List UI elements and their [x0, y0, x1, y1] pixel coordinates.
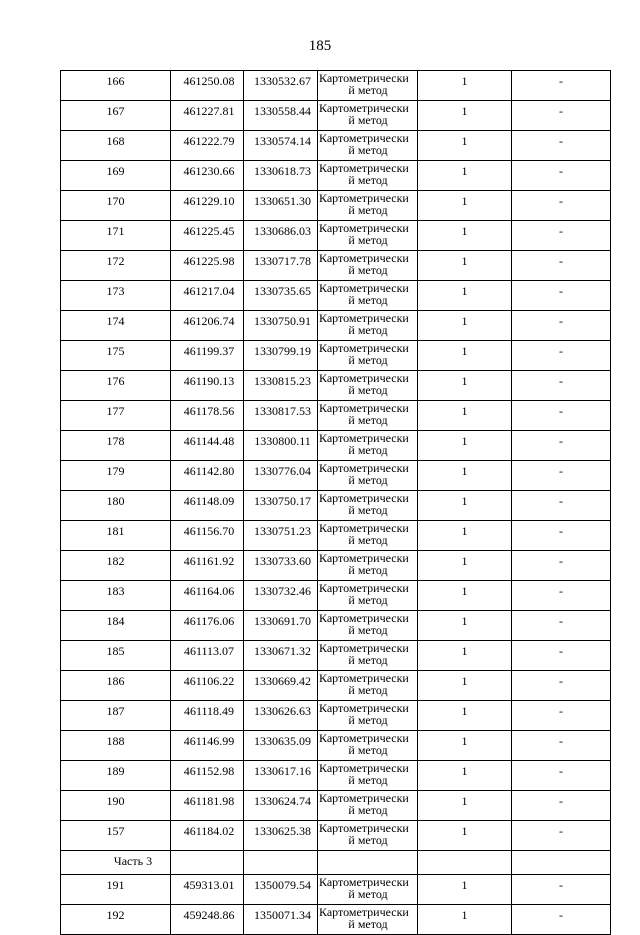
coordinate-y: 1330751.23: [244, 521, 318, 551]
method-line-1: Картометрически: [319, 491, 409, 505]
point-number: 171: [61, 221, 171, 251]
coordinate-y: 1330651.30: [244, 191, 318, 221]
method-cell: [318, 581, 418, 611]
table-row: [61, 461, 611, 491]
precision-value: 1: [418, 461, 512, 491]
coordinate-x: 461142.80: [171, 461, 244, 491]
point-number: 166: [61, 71, 171, 101]
table-row: [61, 281, 611, 311]
coordinate-x: 461230.66: [171, 161, 244, 191]
coordinate-y: 1330574.14: [244, 131, 318, 161]
point-number: 170: [61, 191, 171, 221]
empty-value-dash: -: [512, 761, 611, 791]
method-cell: [318, 875, 418, 905]
method-line-2: й метод: [348, 473, 388, 487]
method-line-1: Картометрически: [319, 905, 409, 919]
table-body-section: [61, 851, 611, 875]
coordinate-x: 461206.74: [171, 311, 244, 341]
coordinate-y: 1330625.38: [244, 821, 318, 851]
point-number: 178: [61, 431, 171, 461]
table-row: [61, 431, 611, 461]
point-number: 177: [61, 401, 171, 431]
method-cell: [318, 221, 418, 251]
precision-value: 1: [418, 101, 512, 131]
method-line-1: Картометрически: [319, 131, 409, 145]
method-line-1: Картометрически: [319, 461, 409, 475]
method-line-1: Картометрически: [319, 311, 409, 325]
coordinate-y: 1330617.16: [244, 761, 318, 791]
method-line-1: Картометрически: [319, 71, 409, 85]
empty-value-dash: -: [512, 131, 611, 161]
point-number: 180: [61, 491, 171, 521]
method-line-2: й метод: [348, 503, 388, 517]
empty-value-dash: -: [512, 491, 611, 521]
precision-value: 1: [418, 221, 512, 251]
method-line-2: й метод: [348, 353, 388, 367]
point-number: 157: [61, 821, 171, 851]
method-cell: [318, 281, 418, 311]
empty-value-dash: -: [512, 905, 611, 935]
method-line-1: Картометрически: [319, 671, 409, 685]
precision-value: 1: [418, 551, 512, 581]
method-cell: [318, 731, 418, 761]
method-line-2: й метод: [348, 143, 388, 157]
method-line-2: й метод: [348, 383, 388, 397]
coordinate-y: 1330750.91: [244, 311, 318, 341]
precision-value: 1: [418, 341, 512, 371]
method-cell: [318, 701, 418, 731]
coordinate-y: 1330669.42: [244, 671, 318, 701]
method-cell: [318, 761, 418, 791]
precision-value: 1: [418, 821, 512, 851]
empty-value-dash: -: [512, 101, 611, 131]
coordinate-y: 1330618.73: [244, 161, 318, 191]
empty-value-dash: -: [512, 371, 611, 401]
method-cell: [318, 671, 418, 701]
empty-value-dash: -: [512, 251, 611, 281]
coordinate-x: 461225.45: [171, 221, 244, 251]
empty-value-dash: -: [512, 641, 611, 671]
coordinate-y: 1330671.32: [244, 641, 318, 671]
method-cell: [318, 431, 418, 461]
method-cell: [318, 491, 418, 521]
coordinate-y: 1330717.78: [244, 251, 318, 281]
method-cell: [318, 905, 418, 935]
coordinate-y: 1330532.67: [244, 71, 318, 101]
point-number: 172: [61, 251, 171, 281]
empty-value-dash: -: [512, 161, 611, 191]
precision-value: 1: [418, 251, 512, 281]
point-number: 186: [61, 671, 171, 701]
empty-cell: [512, 851, 611, 875]
method-line-2: й метод: [348, 593, 388, 607]
method-cell: [318, 371, 418, 401]
empty-value-dash: -: [512, 521, 611, 551]
method-cell: [318, 251, 418, 281]
method-line-1: Картометрически: [319, 161, 409, 175]
precision-value: 1: [418, 401, 512, 431]
method-line-2: й метод: [348, 263, 388, 277]
method-line-1: Картометрически: [319, 731, 409, 745]
precision-value: 1: [418, 671, 512, 701]
method-line-1: Картометрически: [319, 761, 409, 775]
empty-cell: [244, 851, 318, 875]
point-number: 191: [61, 875, 171, 905]
empty-value-dash: -: [512, 311, 611, 341]
point-number: 168: [61, 131, 171, 161]
table-row: [61, 761, 611, 791]
method-line-1: Картометрически: [319, 821, 409, 835]
method-cell: [318, 791, 418, 821]
coordinate-x: 461161.92: [171, 551, 244, 581]
coordinates-table: [60, 70, 611, 935]
point-number: 176: [61, 371, 171, 401]
method-line-1: Картометрически: [319, 431, 409, 445]
method-line-1: Картометрически: [319, 221, 409, 235]
section-row: [61, 851, 611, 875]
coordinate-x: 461152.98: [171, 761, 244, 791]
table-row: [61, 221, 611, 251]
coordinate-x: 461178.56: [171, 401, 244, 431]
coordinate-x: 461176.06: [171, 611, 244, 641]
method-line-1: Картометрически: [319, 401, 409, 415]
precision-value: 1: [418, 701, 512, 731]
coordinate-x: 461229.10: [171, 191, 244, 221]
method-line-1: Картометрически: [319, 521, 409, 535]
point-number: 184: [61, 611, 171, 641]
table-row: [61, 641, 611, 671]
precision-value: 1: [418, 731, 512, 761]
method-line-1: Картометрически: [319, 701, 409, 715]
method-line-2: й метод: [348, 323, 388, 337]
coordinate-x: 461199.37: [171, 341, 244, 371]
method-line-1: Картометрически: [319, 581, 409, 595]
coordinate-x: 459313.01: [171, 875, 244, 905]
method-line-2: й метод: [348, 743, 388, 757]
table-row: [61, 311, 611, 341]
table-row: [61, 611, 611, 641]
table-row: [61, 581, 611, 611]
empty-value-dash: -: [512, 875, 611, 905]
coordinate-x: 461118.49: [171, 701, 244, 731]
method-line-1: Картометрически: [319, 371, 409, 385]
empty-value-dash: -: [512, 341, 611, 371]
point-number: 175: [61, 341, 171, 371]
method-line-2: й метод: [348, 803, 388, 817]
method-line-2: й метод: [348, 233, 388, 247]
empty-cell: [171, 851, 244, 875]
coordinate-y: 1330626.63: [244, 701, 318, 731]
point-number: 190: [61, 791, 171, 821]
coordinate-x: 461227.81: [171, 101, 244, 131]
precision-value: 1: [418, 641, 512, 671]
coordinate-y: 1330817.53: [244, 401, 318, 431]
method-cell: [318, 191, 418, 221]
table-row: [61, 551, 611, 581]
method-line-2: й метод: [348, 887, 388, 901]
coordinate-y: 1330800.11: [244, 431, 318, 461]
coordinate-y: 1350079.54: [244, 875, 318, 905]
table-row: [61, 701, 611, 731]
empty-value-dash: -: [512, 281, 611, 311]
method-cell: [318, 641, 418, 671]
empty-value-dash: -: [512, 611, 611, 641]
empty-value-dash: -: [512, 431, 611, 461]
empty-value-dash: -: [512, 551, 611, 581]
precision-value: 1: [418, 281, 512, 311]
precision-value: 1: [418, 521, 512, 551]
table-row: [61, 251, 611, 281]
method-cell: [318, 131, 418, 161]
precision-value: 1: [418, 791, 512, 821]
method-line-2: й метод: [348, 533, 388, 547]
coordinate-x: 461146.99: [171, 731, 244, 761]
table-row: [61, 161, 611, 191]
method-cell: [318, 821, 418, 851]
empty-value-dash: -: [512, 221, 611, 251]
coordinate-x: 461217.04: [171, 281, 244, 311]
method-line-2: й метод: [348, 413, 388, 427]
method-line-1: Картометрически: [319, 641, 409, 655]
table-body-part-2: [61, 71, 611, 851]
method-line-2: й метод: [348, 293, 388, 307]
empty-value-dash: -: [512, 821, 611, 851]
method-line-1: Картометрически: [319, 551, 409, 565]
precision-value: 1: [418, 431, 512, 461]
precision-value: 1: [418, 311, 512, 341]
coordinate-y: 1330624.74: [244, 791, 318, 821]
precision-value: 1: [418, 905, 512, 935]
coordinate-x: 461106.22: [171, 671, 244, 701]
coordinate-x: 459248.86: [171, 905, 244, 935]
coordinate-x: 461113.07: [171, 641, 244, 671]
method-line-2: й метод: [348, 653, 388, 667]
method-line-2: й метод: [348, 443, 388, 457]
method-line-2: й метод: [348, 173, 388, 187]
method-line-1: Картометрически: [319, 191, 409, 205]
table-row: [61, 521, 611, 551]
coordinate-y: 1350071.34: [244, 905, 318, 935]
method-line-2: й метод: [348, 683, 388, 697]
method-line-2: й метод: [348, 773, 388, 787]
method-line-2: й метод: [348, 623, 388, 637]
table-row: [61, 491, 611, 521]
section-label: Часть 3: [61, 851, 171, 875]
point-number: 181: [61, 521, 171, 551]
coordinate-x: 461190.13: [171, 371, 244, 401]
method-line-2: й метод: [348, 833, 388, 847]
empty-value-dash: -: [512, 461, 611, 491]
coordinate-y: 1330733.60: [244, 551, 318, 581]
table-row: [61, 875, 611, 905]
precision-value: 1: [418, 761, 512, 791]
coordinate-y: 1330686.03: [244, 221, 318, 251]
coordinate-x: 461144.48: [171, 431, 244, 461]
method-line-2: й метод: [348, 203, 388, 217]
method-cell: [318, 461, 418, 491]
empty-value-dash: -: [512, 191, 611, 221]
coordinate-y: 1330635.09: [244, 731, 318, 761]
method-line-2: й метод: [348, 713, 388, 727]
point-number: 182: [61, 551, 171, 581]
method-cell: [318, 521, 418, 551]
method-line-1: Картометрически: [319, 341, 409, 355]
precision-value: 1: [418, 191, 512, 221]
table-row: [61, 905, 611, 935]
empty-value-dash: -: [512, 671, 611, 701]
method-line-1: Картометрически: [319, 875, 409, 889]
table-row: [61, 101, 611, 131]
point-number: 188: [61, 731, 171, 761]
table-row: [61, 131, 611, 161]
table-row: [61, 371, 611, 401]
precision-value: 1: [418, 71, 512, 101]
empty-value-dash: -: [512, 791, 611, 821]
method-cell: [318, 401, 418, 431]
coordinate-x: 461164.06: [171, 581, 244, 611]
coordinate-y: 1330732.46: [244, 581, 318, 611]
method-cell: [318, 311, 418, 341]
empty-cell: [318, 851, 418, 875]
point-number: 192: [61, 905, 171, 935]
method-line-1: Картометрически: [319, 611, 409, 625]
coordinate-x: 461250.08: [171, 71, 244, 101]
method-line-2: й метод: [348, 563, 388, 577]
point-number: 173: [61, 281, 171, 311]
table-row: [61, 731, 611, 761]
point-number: 187: [61, 701, 171, 731]
table-row: [61, 821, 611, 851]
coordinate-y: 1330558.44: [244, 101, 318, 131]
precision-value: 1: [418, 161, 512, 191]
precision-value: 1: [418, 611, 512, 641]
empty-value-dash: -: [512, 401, 611, 431]
method-line-1: Картометрически: [319, 281, 409, 295]
method-cell: [318, 341, 418, 371]
method-cell: [318, 71, 418, 101]
coordinate-y: 1330776.04: [244, 461, 318, 491]
method-line-1: Картометрически: [319, 101, 409, 115]
method-line-1: Картометрически: [319, 251, 409, 265]
point-number: 183: [61, 581, 171, 611]
coordinate-x: 461184.02: [171, 821, 244, 851]
method-cell: [318, 551, 418, 581]
method-line-2: й метод: [348, 917, 388, 931]
table-row: [61, 401, 611, 431]
coordinate-x: 461148.09: [171, 491, 244, 521]
point-number: 179: [61, 461, 171, 491]
coordinate-x: 461225.98: [171, 251, 244, 281]
method-line-2: й метод: [348, 113, 388, 127]
precision-value: 1: [418, 131, 512, 161]
coordinate-y: 1330735.65: [244, 281, 318, 311]
empty-value-dash: -: [512, 701, 611, 731]
table-row: [61, 71, 611, 101]
precision-value: 1: [418, 581, 512, 611]
table-row: [61, 341, 611, 371]
coordinate-x: 461222.79: [171, 131, 244, 161]
point-number: 169: [61, 161, 171, 191]
point-number: 189: [61, 761, 171, 791]
method-cell: [318, 161, 418, 191]
point-number: 167: [61, 101, 171, 131]
coordinate-y: 1330815.23: [244, 371, 318, 401]
table-row: [61, 671, 611, 701]
method-cell: [318, 101, 418, 131]
empty-value-dash: -: [512, 731, 611, 761]
coordinate-y: 1330750.17: [244, 491, 318, 521]
point-number: 185: [61, 641, 171, 671]
empty-value-dash: -: [512, 71, 611, 101]
empty-cell: [418, 851, 512, 875]
method-line-1: Картометрически: [319, 791, 409, 805]
page-number: 185: [308, 38, 332, 54]
precision-value: 1: [418, 371, 512, 401]
coordinate-x: 461156.70: [171, 521, 244, 551]
point-number: 174: [61, 311, 171, 341]
coordinate-x: 461181.98: [171, 791, 244, 821]
method-cell: [318, 611, 418, 641]
coordinate-y: 1330799.19: [244, 341, 318, 371]
table-row: [61, 791, 611, 821]
coordinate-y: 1330691.70: [244, 611, 318, 641]
method-line-2: й метод: [348, 83, 388, 97]
table-row: [61, 191, 611, 221]
empty-value-dash: -: [512, 581, 611, 611]
precision-value: 1: [418, 875, 512, 905]
precision-value: 1: [418, 491, 512, 521]
